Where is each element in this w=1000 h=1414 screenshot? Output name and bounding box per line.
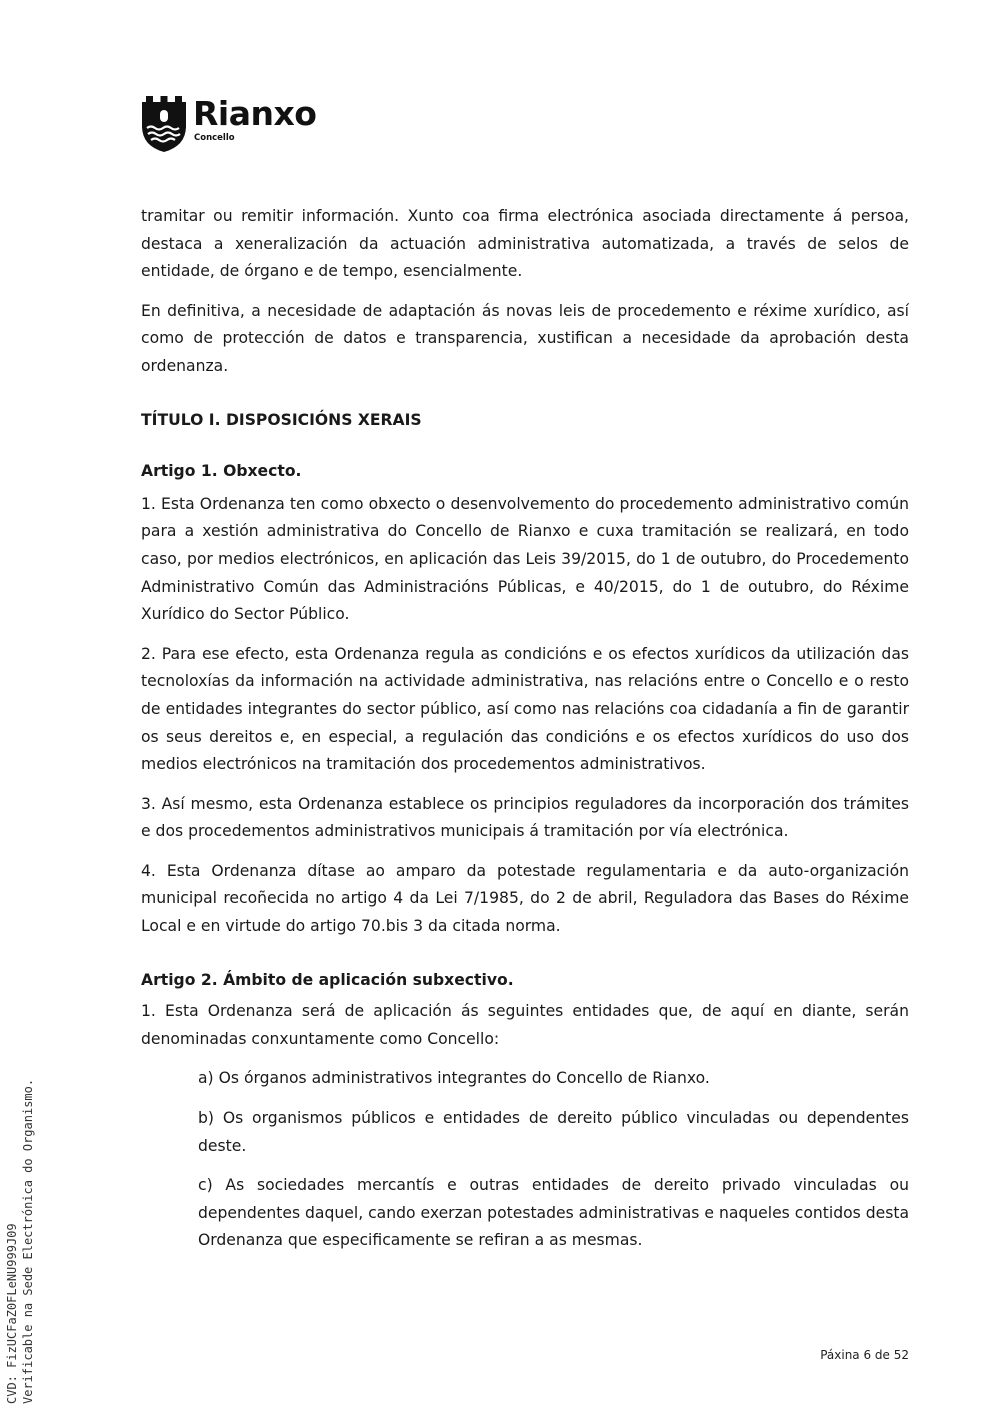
concello-logo xyxy=(141,96,351,156)
paragraph: 1. Esta Ordenanza será de aplicación ás seguintes entidades que, de aquí en diante, serán denominadas conxuntamente como Concello: xyxy=(141,1002,909,1048)
article-heading: Artigo 2. Ámbito de aplicación subxectivo. xyxy=(141,970,514,989)
verification-stamp xyxy=(4,1079,36,1404)
paragraph: 2. Para ese efecto, esta Ordenanza regula as condicións e os efectos xurídicos da utilización das tecnoloxías da información na actividade administrativa, nas relacións entre o Concello e o resto de entidades integrantes do sector público, así como nas relacións coa cidadanía a fin de garantir os seus dereitos e, en especial, a regulación das condicións e os efectos xurídicos do uso dos medios electrónicos na tramitación dos procedementos administrativos. xyxy=(141,644,909,774)
logo-wordmark: Rianxo xyxy=(193,94,317,133)
article-heading: Artigo 1. Obxecto. xyxy=(141,462,302,481)
logo-subtitle: Concello xyxy=(194,133,235,143)
paragraph: tramitar ou remitir información. Xunto coa firma electrónica asociada directamente á persoa, destaca a xeneralización da actuación administrativa automatizada, a través de selos de entidade, de órgano e de tempo, esencialmente. xyxy=(141,207,909,281)
verification-code: CVD: FizUCFaZ0FLeNU999J09 xyxy=(5,1223,19,1404)
list-item: b) Os organismos públicos e entidades de dereito público vinculadas ou dependentes deste. xyxy=(198,1109,909,1155)
section-title: TÍTULO I. DISPOSICIÓNS XERAIS xyxy=(141,410,422,429)
paragraph: 3. Así mesmo, esta Ordenanza establece os principios reguladores da incorporación dos trámites e dos procedementos administrativos municipais á tramitación por vía electrónica. xyxy=(141,794,909,841)
paragraph: 1. Esta Ordenanza ten como obxecto o desenvolvemento do procedemento administrativo común para a xestión administrativa do Concello de Rianxo e cuxa tramitación se realizará, en todo caso, por medios electrónicos, en aplicación das Leis 39/2015, do 1 de outubro, do Procedemento Administrativo Común das Administracións Públicas, e 40/2015, do 1 de outubro, do Réxime Xurídico do Sector Público. xyxy=(141,494,909,624)
verification-note: Verificable na Sede Electrónica do Organismo. xyxy=(21,1078,35,1404)
page-number: Páxina 6 de 52 xyxy=(820,1348,909,1362)
document-body xyxy=(141,203,909,1267)
list-item: a) Os órganos administrativos integrantes do Concello de Rianxo. xyxy=(198,1069,710,1088)
paragraph: 4. Esta Ordenanza dítase ao amparo da potestade regulamentaria e da auto-organización municipal recoñecida no artigo 4 da Lei 7/1985, do 2 de abril, Reguladora das Bases do Réxime Local e en virtude do artigo 70.bis 3 da citada norma. xyxy=(141,861,909,936)
paragraph: En definitiva, a necesidade de adaptación ás novas leis de procedemento e réxime xurídico, así como de protección de datos e transparencia, xustifican a necesidade da aprobación desta ordenanza. xyxy=(141,301,909,375)
list-item: c) As sociedades mercantís e outras entidades de dereito privado vinculadas ou dependentes daquel, cando exerzan potestades administrativas e naqueles contidos desta Ordenanza que especificamente se refiran a as mesmas. xyxy=(198,1176,910,1250)
castle-shield-icon xyxy=(141,96,187,152)
